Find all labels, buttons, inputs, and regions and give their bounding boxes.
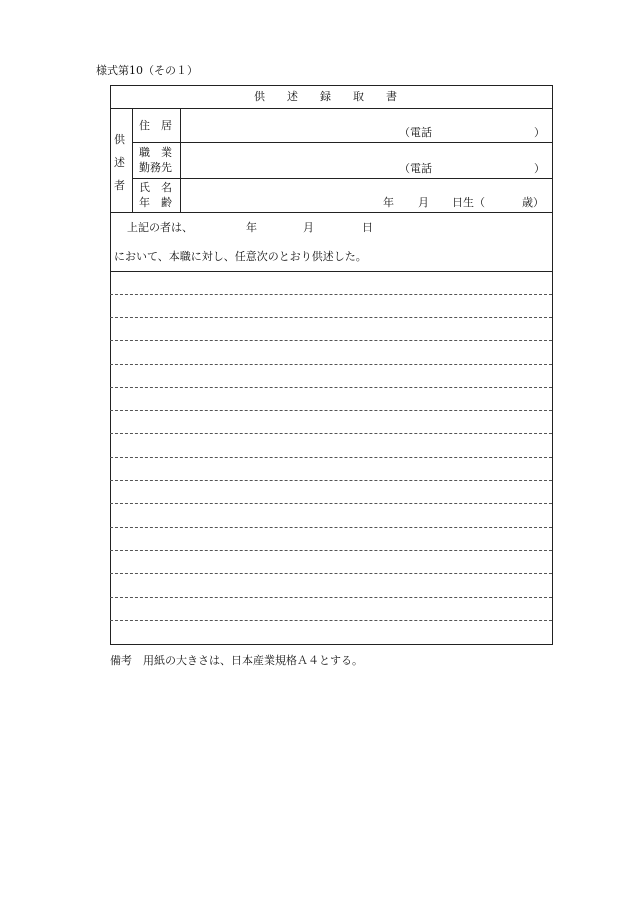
statement-year: 年 <box>246 221 257 234</box>
address-phone-open: （電話 <box>399 126 432 139</box>
writing-line <box>110 294 552 295</box>
writing-line <box>110 620 552 621</box>
writing-line <box>110 480 552 481</box>
writing-line <box>110 340 552 341</box>
frame-top <box>110 85 553 86</box>
writing-line <box>110 597 552 598</box>
frame-right <box>552 85 553 644</box>
age-label: 年 齢 <box>139 196 172 209</box>
statement-day: 日 <box>362 221 373 234</box>
group-label-char: 者 <box>114 179 125 192</box>
birth-year-label: 年 <box>383 196 394 209</box>
field-label-divider <box>180 108 181 212</box>
row-divider-2 <box>132 178 553 179</box>
deponent-section-bottom <box>110 212 553 213</box>
workplace-phone-open: （電話 <box>399 162 432 175</box>
name-label: 氏 名 <box>139 181 172 194</box>
writing-line <box>110 573 552 574</box>
birth-month-label: 月 <box>418 196 429 209</box>
remarks-note: 備考 用紙の大きさは、日本産業規格Ａ４とする。 <box>110 654 363 667</box>
writing-line <box>110 457 552 458</box>
address-phone-close: ） <box>534 126 545 139</box>
address-label: 住 居 <box>139 119 172 132</box>
occupation-label: 職 業 <box>139 146 172 159</box>
writing-line <box>110 433 552 434</box>
title-divider <box>110 108 553 109</box>
writing-line <box>110 317 552 318</box>
writing-line <box>110 503 552 504</box>
writing-line <box>110 550 552 551</box>
statement-month: 月 <box>303 221 314 234</box>
group-label-char: 述 <box>114 156 125 169</box>
birth-day-label: 日生（ <box>452 196 485 209</box>
statement-line2: において、本職に対し、任意次のとおり供述した。 <box>114 250 367 263</box>
frame-bottom <box>110 644 553 645</box>
statement-intro-bottom <box>110 271 553 272</box>
writing-line <box>110 527 552 528</box>
group-label-char: 供 <box>114 133 125 146</box>
workplace-label: 勤務先 <box>139 161 172 174</box>
statement-prefix: 上記の者は、 <box>127 221 193 234</box>
form-number: 様式第10（その１） <box>96 64 198 77</box>
age-unit-label: 歳） <box>522 196 544 209</box>
row-divider-1 <box>132 142 553 143</box>
writing-line <box>110 410 552 411</box>
document-title: 供 述 録 取 書 <box>254 90 397 103</box>
writing-line <box>110 364 552 365</box>
writing-line <box>110 387 552 388</box>
workplace-phone-close: ） <box>534 162 545 175</box>
group-label-divider <box>132 108 133 212</box>
